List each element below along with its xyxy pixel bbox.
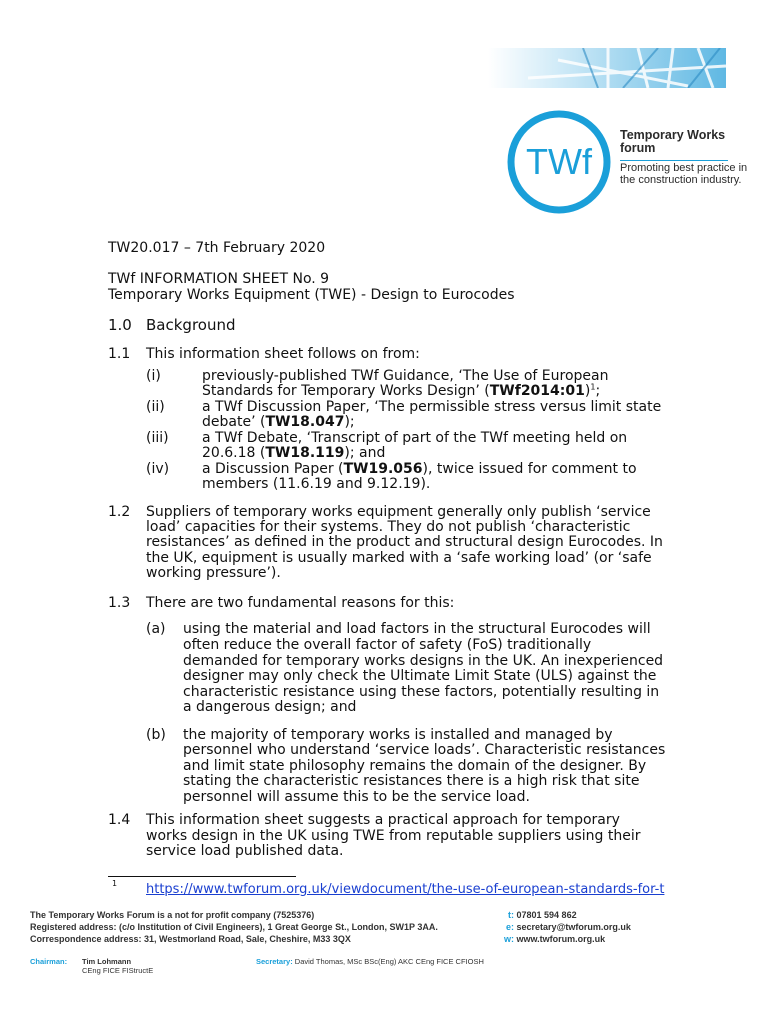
org-tagline bbox=[620, 160, 750, 186]
item-a-line: a dangerous design; and bbox=[183, 699, 357, 715]
item-b-line: personnel who understand ‘service loads’. Characteristic resistances bbox=[183, 742, 666, 758]
item-a-line: often reduce the overall factor of safety (FoS) traditionally bbox=[183, 637, 592, 653]
footer-company-line: The Temporary Works Forum is a not for profit company (7525376) bbox=[30, 910, 315, 920]
tagline-text: Promoting best practice in the construction industry. bbox=[620, 162, 748, 186]
item-iv-label: (iv) bbox=[146, 461, 170, 477]
item-a-line: characteristic resistance using these factors, potentially resulting in bbox=[183, 684, 660, 700]
para-1-2-line: resistances’ as defined in the product and structural design Eurocodes. In bbox=[146, 534, 663, 550]
org-name: Temporary Works forum bbox=[620, 128, 726, 155]
footer-email[interactable] bbox=[506, 922, 631, 933]
chairman-label: Chairman: bbox=[30, 957, 68, 966]
para-1-2-line: the UK, equipment is usually marked with a ‘safe working load’ (or ‘safe bbox=[146, 550, 652, 566]
para-1-4-number: 1.4 bbox=[108, 812, 131, 828]
ref-tw18-119: TW18.119 bbox=[265, 445, 345, 461]
para-1-1-number: 1.1 bbox=[108, 346, 131, 362]
item-a-line: using the material and load factors in the structural Eurocodes will bbox=[183, 621, 651, 637]
para-1-4-line: works design in the UK using TWE from reputable suppliers using their bbox=[146, 828, 641, 844]
secretary-label: Secretary: bbox=[256, 957, 293, 966]
section-number: 1.0 bbox=[108, 316, 132, 334]
item-b-label: (b) bbox=[146, 727, 166, 743]
logo-text: TWf bbox=[526, 141, 592, 182]
item-iii-line2: 20.6.18 (TW18.119); and bbox=[202, 445, 386, 461]
para-1-2-line: working pressure’). bbox=[146, 565, 281, 581]
phone-label: t: bbox=[508, 910, 514, 920]
ref-tw19-056: TW19.056 bbox=[343, 461, 423, 477]
footer-website[interactable] bbox=[504, 934, 605, 945]
ref-twf2014-01: TWf2014:01 bbox=[489, 383, 585, 399]
footnote-rule bbox=[108, 876, 296, 877]
para-1-4-line: This information sheet suggests a practical approach for temporary bbox=[146, 812, 620, 828]
header-banner-image bbox=[488, 48, 726, 88]
tagline-rule bbox=[620, 160, 728, 161]
item-a-line: designer may only check the Ultimate Limit State (ULS) against the bbox=[183, 668, 657, 684]
doc-subtitle: Temporary Works Equipment (TWE) - Design to Eurocodes bbox=[108, 287, 515, 303]
doc-reference: TW20.017 – 7th February 2020 bbox=[108, 240, 326, 256]
item-ii-label: (ii) bbox=[146, 399, 165, 415]
item-i-label: (i) bbox=[146, 368, 161, 384]
item-b-line: stating the characteristic resistances there is a high risk that site bbox=[183, 773, 640, 789]
item-b-line: and limit state philosophy remains the domain of the designer. By bbox=[183, 758, 647, 774]
para-1-3-text: There are two fundamental reasons for this: bbox=[146, 595, 455, 611]
footnote-marker: 1 bbox=[590, 382, 596, 392]
footer-phone bbox=[508, 910, 577, 921]
secretary-line bbox=[256, 957, 484, 966]
footnote-link[interactable]: https://www.twforum.org.uk/viewdocument/the-use-of-european-standards-for-t bbox=[146, 882, 665, 897]
item-i-line1: previously-published TWf Guidance, ‘The Use of European bbox=[202, 368, 609, 384]
footer-correspondence-address: Correspondence address: 31, Westmorland Road, Sale, Cheshire, M33 3QX bbox=[30, 934, 351, 944]
phone-value: 07801 594 862 bbox=[516, 910, 577, 920]
chairman-name: Tim Lohmann bbox=[82, 957, 132, 966]
item-iii-line1: a TWf Debate, ‘Transcript of part of the TWf meeting held on bbox=[202, 430, 628, 446]
email-value: secretary@twforum.org.uk bbox=[516, 922, 631, 932]
para-1-4-line: service load published data. bbox=[146, 843, 344, 859]
doc-title: TWf INFORMATION SHEET No. 9 bbox=[108, 271, 330, 287]
item-iii-label: (iii) bbox=[146, 430, 169, 446]
chairman-qualifications: CEng FICE FIStructE bbox=[82, 966, 154, 975]
twf-logo bbox=[505, 108, 613, 216]
item-a-line: demanded for temporary works designs in the UK. An inexperienced bbox=[183, 653, 664, 669]
para-1-1-text: This information sheet follows on from: bbox=[146, 346, 420, 362]
item-ii-line2: debate’ (TW18.047); bbox=[202, 414, 355, 430]
para-1-3-number: 1.3 bbox=[108, 595, 131, 611]
para-1-2-number: 1.2 bbox=[108, 504, 131, 520]
website-value: www.twforum.org.uk bbox=[516, 934, 606, 944]
item-ii-line1: a TWf Discussion Paper, ‘The permissible stress versus limit state bbox=[202, 399, 662, 415]
item-b-line: personnel will assume this to be the service load. bbox=[183, 789, 530, 805]
para-1-2-line: Suppliers of temporary works equipment generally only publish ‘service bbox=[146, 504, 651, 520]
item-iv-line1: a Discussion Paper (TW19.056), twice issued for comment to bbox=[202, 461, 637, 477]
para-1-2-line: load’ capacities for their systems. They do not publish ‘characteristic bbox=[146, 519, 631, 535]
footnote-number: 1 bbox=[112, 879, 118, 888]
ref-tw18-047: TW18.047 bbox=[265, 414, 345, 430]
email-label: e: bbox=[506, 922, 515, 932]
item-b-line: the majority of temporary works is installed and managed by bbox=[183, 727, 613, 743]
item-i-line2: Standards for Temporary Works Design’ (TWf2014:01)$^1$; bbox=[202, 382, 601, 399]
section-title: Background bbox=[146, 316, 236, 334]
item-a-label: (a) bbox=[146, 621, 166, 637]
item-iv-line2: members (11.6.19 and 9.12.19). bbox=[202, 476, 431, 492]
secretary-text: David Thomas, MSc BSc(Eng) AKC CEng FICE CFIOSH bbox=[294, 957, 484, 966]
website-label: w: bbox=[504, 934, 514, 944]
footer-registered-address: Registered address: (c/o Institution of Civil Engineers), 1 Great George St., London, SW1P 3AA. bbox=[30, 922, 438, 932]
